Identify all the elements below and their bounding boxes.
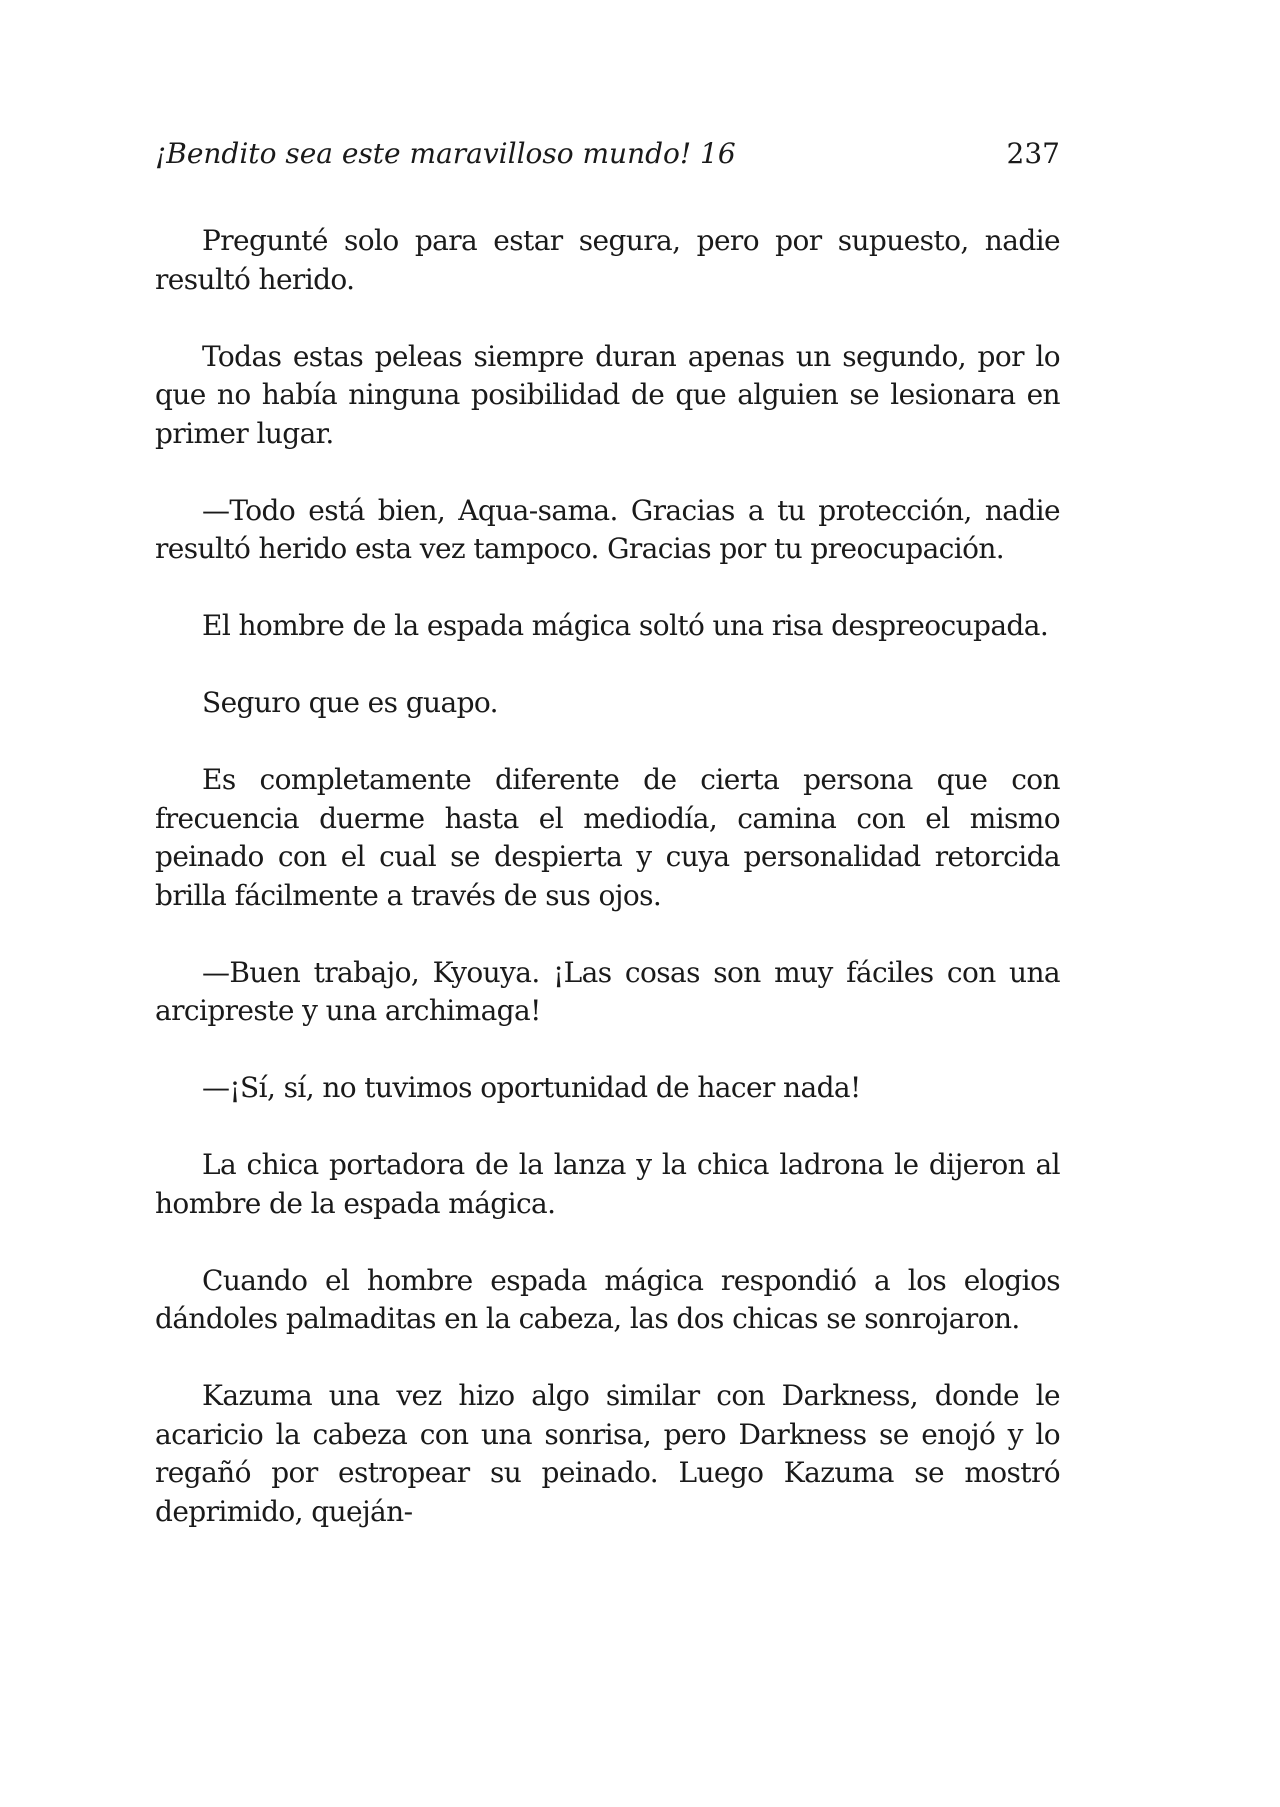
paragraph: El hombre de la espada mágica soltó una risa despreocupada. <box>202 609 1049 642</box>
paragraph: La chica portadora de la lanza y la chica ladrona le dijeron al hombre de la espada mágica. <box>155 1148 1060 1220</box>
dialogue-paragraph: —Todo está bien, Aqua-sama. Gracias a tu protección, nadie resultó herido esta vez tampoco. Gracias por tu preocupación. <box>155 493 1060 565</box>
book-title: ¡Bendito sea este maravilloso mundo! 16 <box>155 137 736 170</box>
paragraph: Es completamente diferente de cierta persona que con frecuencia duerme hasta el mediodía, camina con el mismo peinado con el cual se despierta y cuya personalidad retorcida brilla fácilmente a través de sus ojos. <box>155 763 1060 912</box>
dialogue-paragraph: —Buen trabajo, Kyouya. ¡Las cosas son muy fáciles con una arcipreste y una archimaga! <box>155 955 1060 1027</box>
running-header <box>155 134 1060 174</box>
paragraph: Cuando el hombre espada mágica respondió a los elogios dándoles palmaditas en la cabeza, las dos chicas se sonrojaron. <box>155 1263 1060 1335</box>
body-text <box>155 222 1060 1531</box>
paragraph: Seguro que es guapo. <box>202 686 498 719</box>
paragraph: Todas estas peleas siempre duran apenas un segundo, por lo que no había ninguna posibilidad de que alguien se lesionara en primer lugar. <box>155 339 1060 450</box>
paragraph: Kazuma una vez hizo algo similar con Darkness, donde le acaricio la cabeza con una sonrisa, pero Darkness se enojó y lo regañó por estropear su peinado. Luego Kazuma se mostró deprimido, queján- <box>155 1379 1060 1528</box>
dialogue-paragraph: —¡Sí, sí, no tuvimos oportunidad de hacer nada! <box>202 1071 861 1104</box>
page-number: 237 <box>1006 137 1060 170</box>
paragraph: Pregunté solo para estar segura, pero por supuesto, nadie resultó herido. <box>155 224 1060 296</box>
